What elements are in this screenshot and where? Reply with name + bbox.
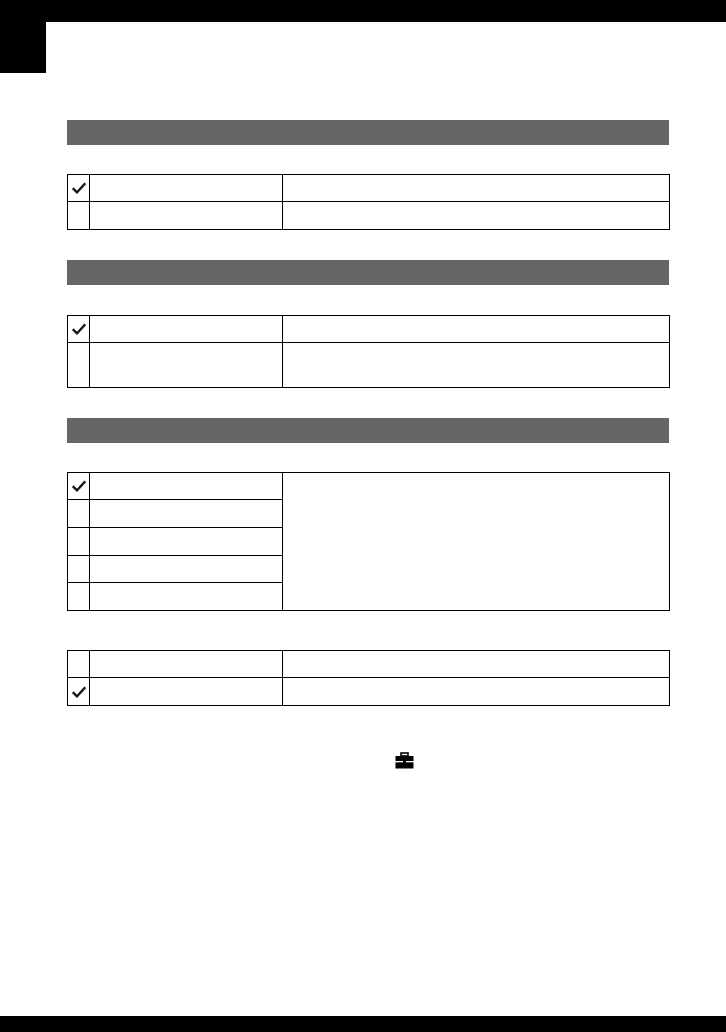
option-description-cell [283, 175, 670, 202]
page-header-bar [0, 0, 726, 22]
section-3-heading-bar [67, 418, 669, 443]
table-row [68, 651, 670, 678]
option-description-cell [283, 651, 670, 678]
option-name-cell [90, 583, 283, 611]
option-name-cell [90, 473, 283, 500]
toolbox-icon [395, 752, 414, 769]
section-2-heading-bar [67, 260, 669, 285]
option-description-cell [283, 316, 670, 343]
table-row [68, 678, 670, 706]
checkmark-icon [71, 322, 87, 336]
option-name-cell [90, 343, 283, 388]
shared-description-cell [283, 473, 670, 611]
section-3-options-table-a [67, 472, 670, 611]
option-description-cell [283, 343, 670, 388]
option-name-cell [90, 528, 283, 556]
section-1-options-table [67, 174, 670, 230]
option-name-cell [90, 316, 283, 343]
option-description-cell [283, 678, 670, 706]
checkmark-icon [71, 685, 87, 699]
option-name-cell [90, 175, 283, 202]
table-row [68, 316, 670, 343]
check-cell [68, 343, 90, 388]
table-row [68, 175, 670, 202]
checkmark-icon [71, 479, 87, 493]
option-name-cell [90, 202, 283, 230]
check-cell [68, 528, 90, 556]
option-name-cell [90, 651, 283, 678]
page-footer-bar [0, 1016, 726, 1032]
option-name-cell [90, 556, 283, 583]
chapter-tab [0, 0, 46, 73]
check-cell [68, 651, 90, 678]
check-cell [68, 500, 90, 528]
check-cell [68, 583, 90, 611]
check-cell [68, 556, 90, 583]
section-3-options-table-b [67, 650, 670, 706]
check-cell [68, 202, 90, 230]
table-row [68, 343, 670, 388]
table-row [68, 473, 670, 500]
option-name-cell [90, 678, 283, 706]
default-check-cell [68, 678, 90, 706]
option-name-cell [90, 500, 283, 528]
section-1-heading-bar [67, 120, 669, 145]
default-check-cell [68, 175, 90, 202]
checkmark-icon [71, 181, 87, 195]
table-row [68, 202, 670, 230]
default-check-cell [68, 316, 90, 343]
section-2-options-table [67, 315, 670, 388]
default-check-cell [68, 473, 90, 500]
option-description-cell [283, 202, 670, 230]
